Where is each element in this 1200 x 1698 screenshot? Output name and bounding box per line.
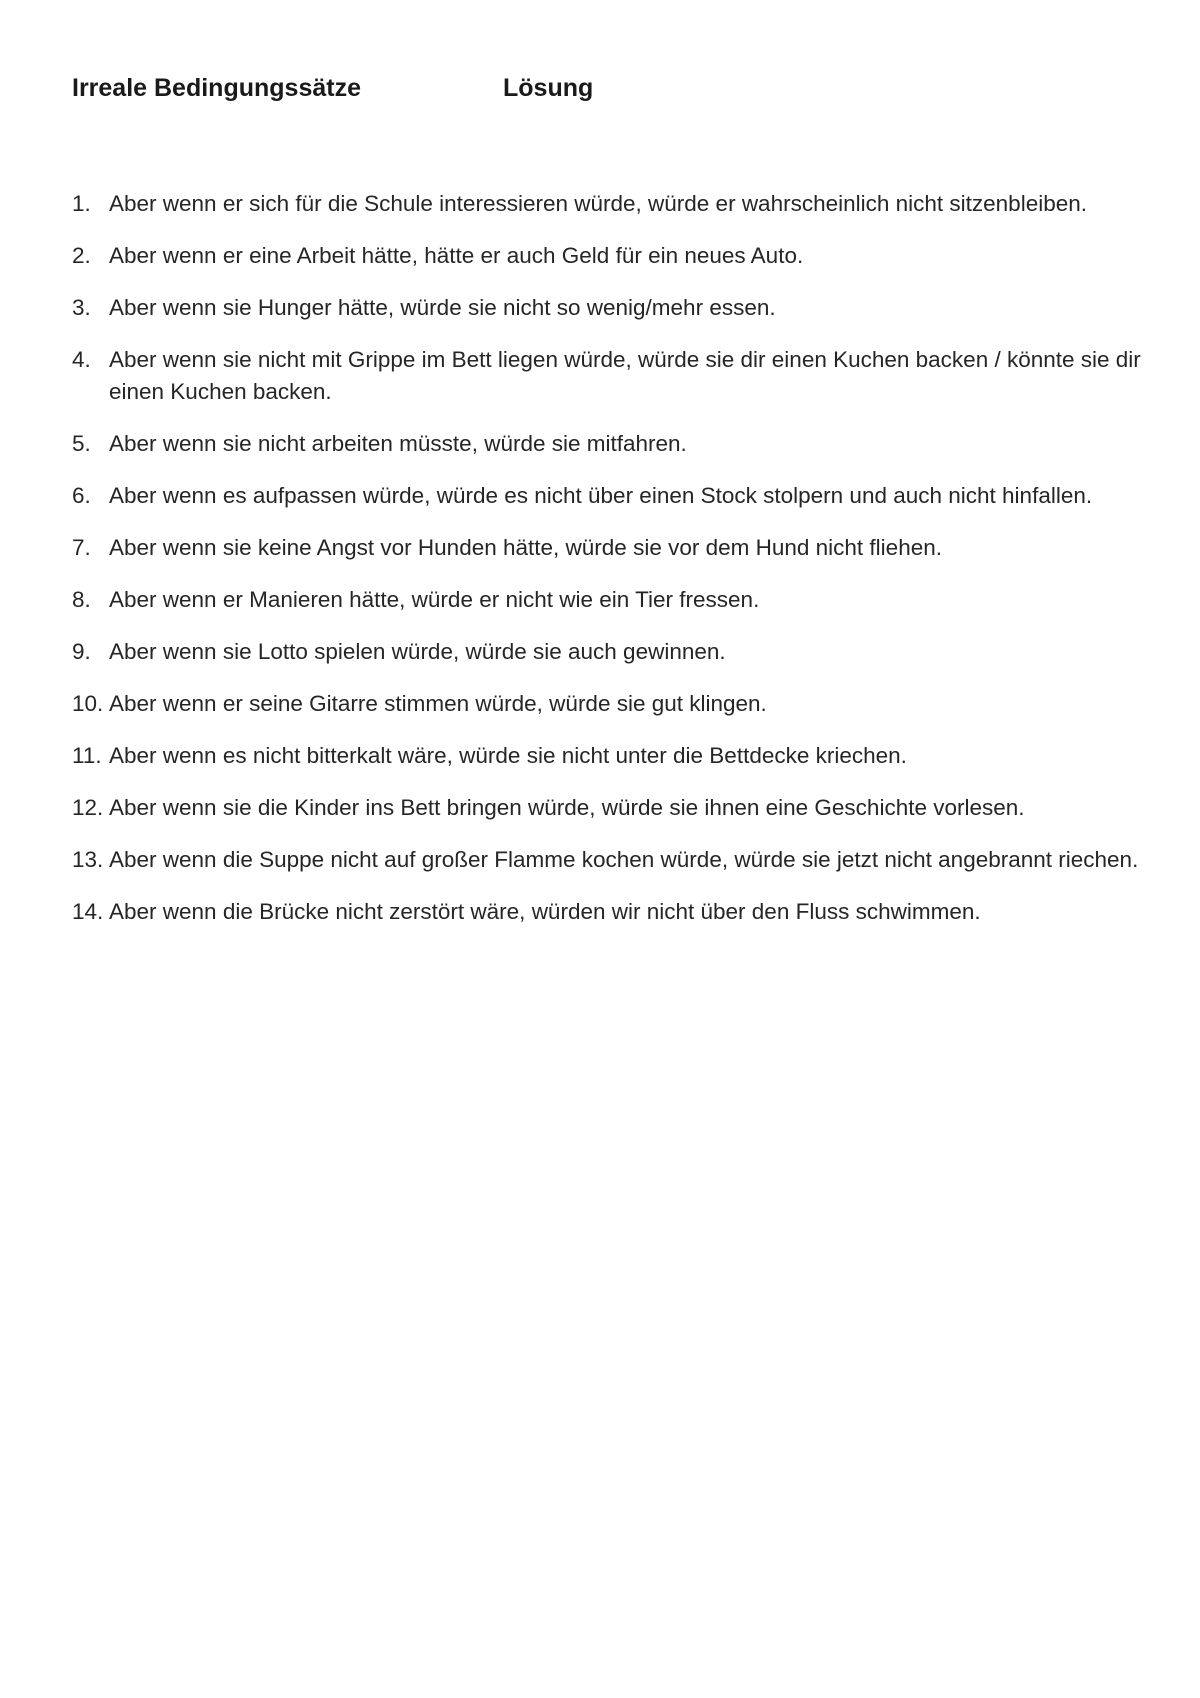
list-item [72, 188, 1142, 220]
list-item [72, 688, 1142, 720]
answer-list [72, 188, 1142, 948]
list-item [72, 240, 1142, 272]
item-number: 1. [72, 191, 91, 216]
document-header [72, 74, 1122, 108]
item-text: Aber wenn es aufpassen würde, würde es nicht über einen Stock stolpern und auch nicht hinfallen. [109, 483, 1093, 508]
item-number: 6. [72, 483, 91, 508]
item-text: Aber wenn er sich für die Schule interessieren würde, würde er wahrscheinlich nicht sitzenbleiben. [109, 191, 1088, 216]
document-title: Irreale Bedingungssätze [72, 74, 361, 102]
list-item [72, 896, 1142, 928]
item-number: 5. [72, 431, 91, 456]
list-item [72, 740, 1142, 772]
document-subtitle: Lösung [503, 74, 594, 102]
item-text: Aber wenn sie keine Angst vor Hunden hätte, würde sie vor dem Hund nicht fliehen. [109, 535, 942, 560]
list-item [72, 584, 1142, 616]
list-item [72, 480, 1142, 512]
item-text: Aber wenn die Suppe nicht auf großer Flamme kochen würde, würde sie jetzt nicht angebrannt riechen. [109, 847, 1139, 872]
item-text: Aber wenn er eine Arbeit hätte, hätte er auch Geld für ein neues Auto. [109, 243, 804, 268]
item-number: 3. [72, 295, 91, 320]
item-number: 8. [72, 587, 91, 612]
list-item [72, 344, 1142, 408]
item-text: Aber wenn es nicht bitterkalt wäre, würde sie nicht unter die Bettdecke kriechen. [109, 743, 907, 768]
item-text: Aber wenn sie nicht mit Grippe im Bett liegen würde, würde sie dir einen Kuchen backen / könnte sie dir einen Kuchen backen. [109, 347, 1141, 404]
item-number: 13. [72, 847, 104, 872]
item-text: Aber wenn er seine Gitarre stimmen würde, würde sie gut klingen. [109, 691, 767, 716]
item-text: Aber wenn sie Hunger hätte, würde sie nicht so wenig/mehr essen. [109, 295, 776, 320]
item-number: 11. [72, 743, 102, 768]
list-item [72, 636, 1142, 668]
list-item [72, 292, 1142, 324]
list-item [72, 792, 1142, 824]
item-text: Aber wenn sie nicht arbeiten müsste, würde sie mitfahren. [109, 431, 687, 456]
item-text: Aber wenn sie Lotto spielen würde, würde sie auch gewinnen. [109, 639, 726, 664]
item-number: 9. [72, 639, 91, 664]
list-item [72, 844, 1142, 876]
item-number: 7. [72, 535, 91, 560]
item-number: 10. [72, 691, 104, 716]
item-number: 14. [72, 899, 104, 924]
item-text: Aber wenn sie die Kinder ins Bett bringen würde, würde sie ihnen eine Geschichte vorlesen. [109, 795, 1025, 820]
list-item [72, 532, 1142, 564]
item-number: 12. [72, 795, 104, 820]
list-item [72, 428, 1142, 460]
item-text: Aber wenn die Brücke nicht zerstört wäre, würden wir nicht über den Fluss schwimmen. [109, 899, 981, 924]
item-text: Aber wenn er Manieren hätte, würde er nicht wie ein Tier fressen. [109, 587, 760, 612]
item-number: 4. [72, 347, 91, 372]
item-number: 2. [72, 243, 91, 268]
